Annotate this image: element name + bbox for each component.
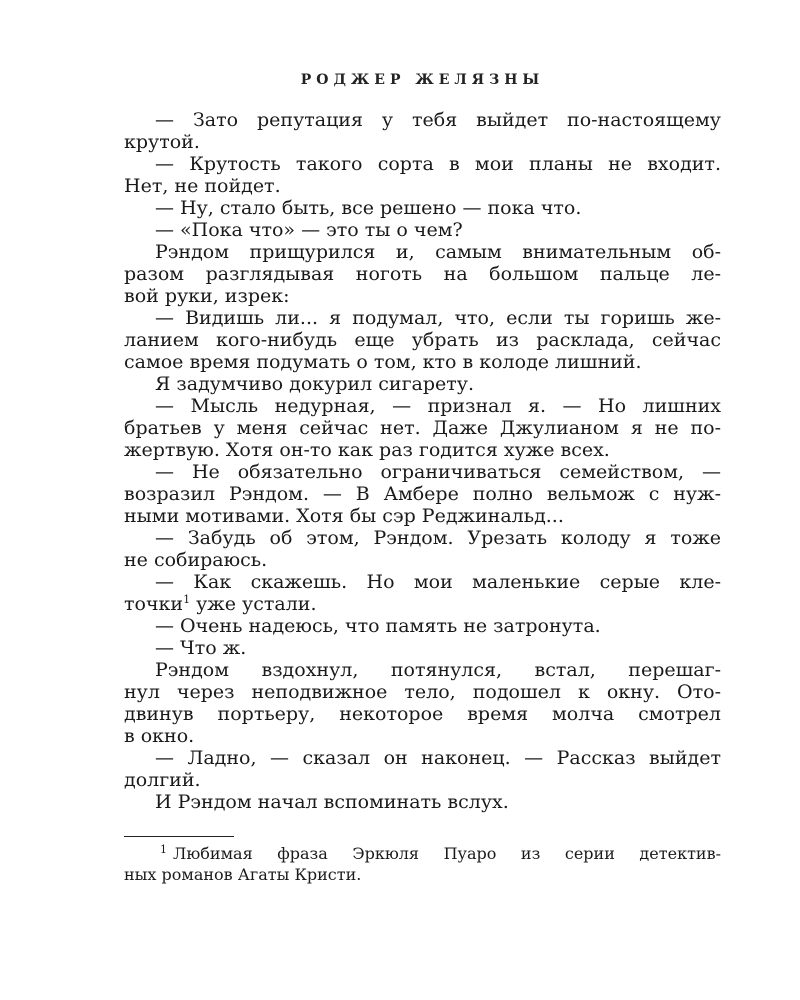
text-line: Рэндом прищурился и, самым внимательным об- <box>155 241 721 263</box>
text-line: — Что ж. <box>155 637 247 659</box>
text-line: самое время подумать о том, кто в колоде лишний. <box>124 351 642 373</box>
text-line: вой руки, изрек: <box>124 285 290 307</box>
text-line: нул через неподвижное тело, подошел к окну. Ото- <box>124 681 721 703</box>
text-line: — Зато репутация у тебя выйдет по-настоящему <box>155 109 721 131</box>
text-line: в окно. <box>124 725 195 747</box>
footnote-line: ных романов Агаты Кристи. <box>124 865 362 884</box>
text-line: не собираюсь. <box>124 549 268 571</box>
text-line: долгий. <box>124 769 201 791</box>
running-head: РОДЖЕР ЖЕЛЯЗНЫ <box>300 72 545 88</box>
text-fragment: уже устали. <box>196 593 317 615</box>
footnote-text: Любимая фраза Эркюля Пуаро из серии детектив- <box>173 844 721 863</box>
text-fragment: точки <box>124 593 184 615</box>
text-line-with-footnote <box>124 593 721 615</box>
text-line: разом разглядывая ноготь на большом пальце ле- <box>124 263 721 285</box>
text-line: И Рэндом начал вспоминать вслух. <box>155 791 509 813</box>
text-line: — Забудь об этом, Рэндом. Урезать колоду я тоже <box>155 527 721 549</box>
text-line: Нет, не пойдет. <box>124 175 281 197</box>
text-line: крутой. <box>124 131 200 153</box>
text-line: — Как скажешь. Но мои маленькие серые кле- <box>155 571 721 593</box>
body-text <box>124 109 721 813</box>
text-line: ланием кого-нибудь еще убрать из расклада, сейчас <box>124 329 721 351</box>
text-line: Я задумчиво докурил сигарету. <box>155 373 474 395</box>
footnote-line <box>124 843 721 864</box>
text-line: — Ладно, — сказал он наконец. — Рассказ выйдет <box>155 747 721 769</box>
text-line: — Видишь ли... я подумал, что, если ты горишь же- <box>155 307 721 329</box>
text-line: Рэндом вздохнул, потянулся, встал, перешаг- <box>155 659 721 681</box>
text-line: братьев у меня сейчас нет. Даже Джулианом я не по- <box>124 417 721 439</box>
text-line: — Мысль недурная, — признал я. — Но лишних <box>155 395 721 417</box>
text-line: — Крутость такого сорта в мои планы не входит. <box>155 153 721 175</box>
text-line: двинув портьеру, некоторое время молча смотрел <box>124 703 721 725</box>
text-line: ными мотивами. Хотя бы сэр Реджинальд... <box>124 505 564 527</box>
footnote-divider <box>124 836 234 837</box>
text-line: — Очень надеюсь, что память не затронута. <box>155 615 601 637</box>
footnote-reference[interactable]: 1 <box>183 593 191 606</box>
text-line: — Не обязательно ограничиваться семейством, — <box>155 461 721 483</box>
footnote <box>124 843 721 885</box>
text-line: — «Пока что» — это ты о чем? <box>155 219 463 241</box>
text-line: — Ну, стало быть, все решено — пока что. <box>155 197 582 219</box>
text-line: возразил Рэндом. — В Амбере полно вельмож с нуж- <box>124 483 721 505</box>
text-line: жертвую. Хотя он-то как раз годится хуже всех. <box>124 439 610 461</box>
footnote-number: 1 <box>160 843 167 856</box>
